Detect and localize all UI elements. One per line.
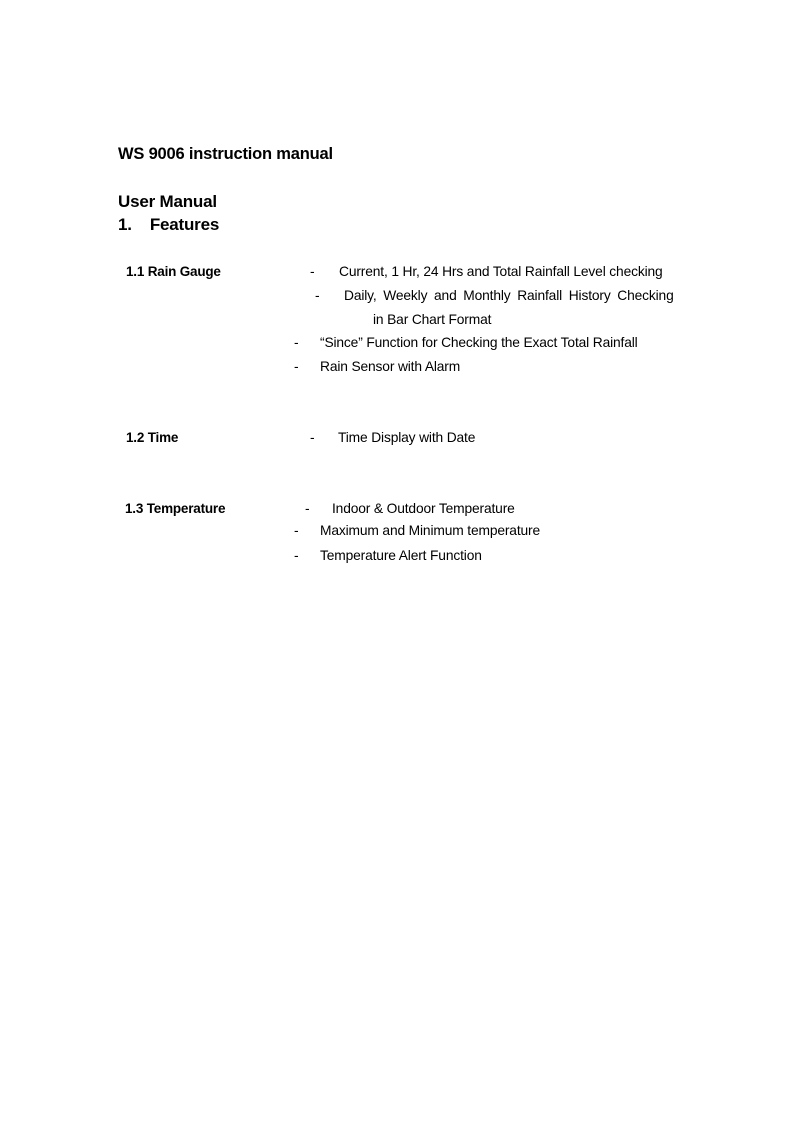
feature-item-continuation: in Bar Chart Format xyxy=(373,312,492,327)
section-heading xyxy=(118,215,219,235)
bullet-dash: - xyxy=(310,430,315,445)
bullet-dash: - xyxy=(310,264,315,279)
subtitle: User Manual xyxy=(118,192,217,211)
section-number: 1. xyxy=(118,215,132,234)
bullet-dash: - xyxy=(294,359,299,374)
feature-item: Time Display with Date xyxy=(338,430,476,445)
section-title: Features xyxy=(149,215,220,234)
document-title: WS 9006 instruction manual xyxy=(118,145,333,163)
feature-label-rain-gauge: 1.1 Rain Gauge xyxy=(126,264,221,279)
bullet-dash: - xyxy=(315,288,320,303)
feature-label-temperature: 1.3 Temperature xyxy=(125,501,226,516)
feature-item: Rain Sensor with Alarm xyxy=(320,359,461,374)
feature-item: Maximum and Minimum temperature xyxy=(320,523,541,538)
bullet-dash: - xyxy=(294,523,299,538)
bullet-dash: - xyxy=(294,548,299,563)
feature-label-time: 1.2 Time xyxy=(126,430,179,445)
feature-item: “Since” Function for Checking the Exact Total Rainfall xyxy=(320,335,638,350)
feature-item: Current, 1 Hr, 24 Hrs and Total Rainfall Level checking xyxy=(339,264,663,279)
bullet-dash: - xyxy=(294,335,299,350)
feature-item: Indoor & Outdoor Temperature xyxy=(332,501,515,516)
bullet-dash: - xyxy=(305,501,310,516)
feature-item: Daily, Weekly and Monthly Rainfall History Checking xyxy=(344,288,674,303)
feature-item: Temperature Alert Function xyxy=(320,548,482,563)
